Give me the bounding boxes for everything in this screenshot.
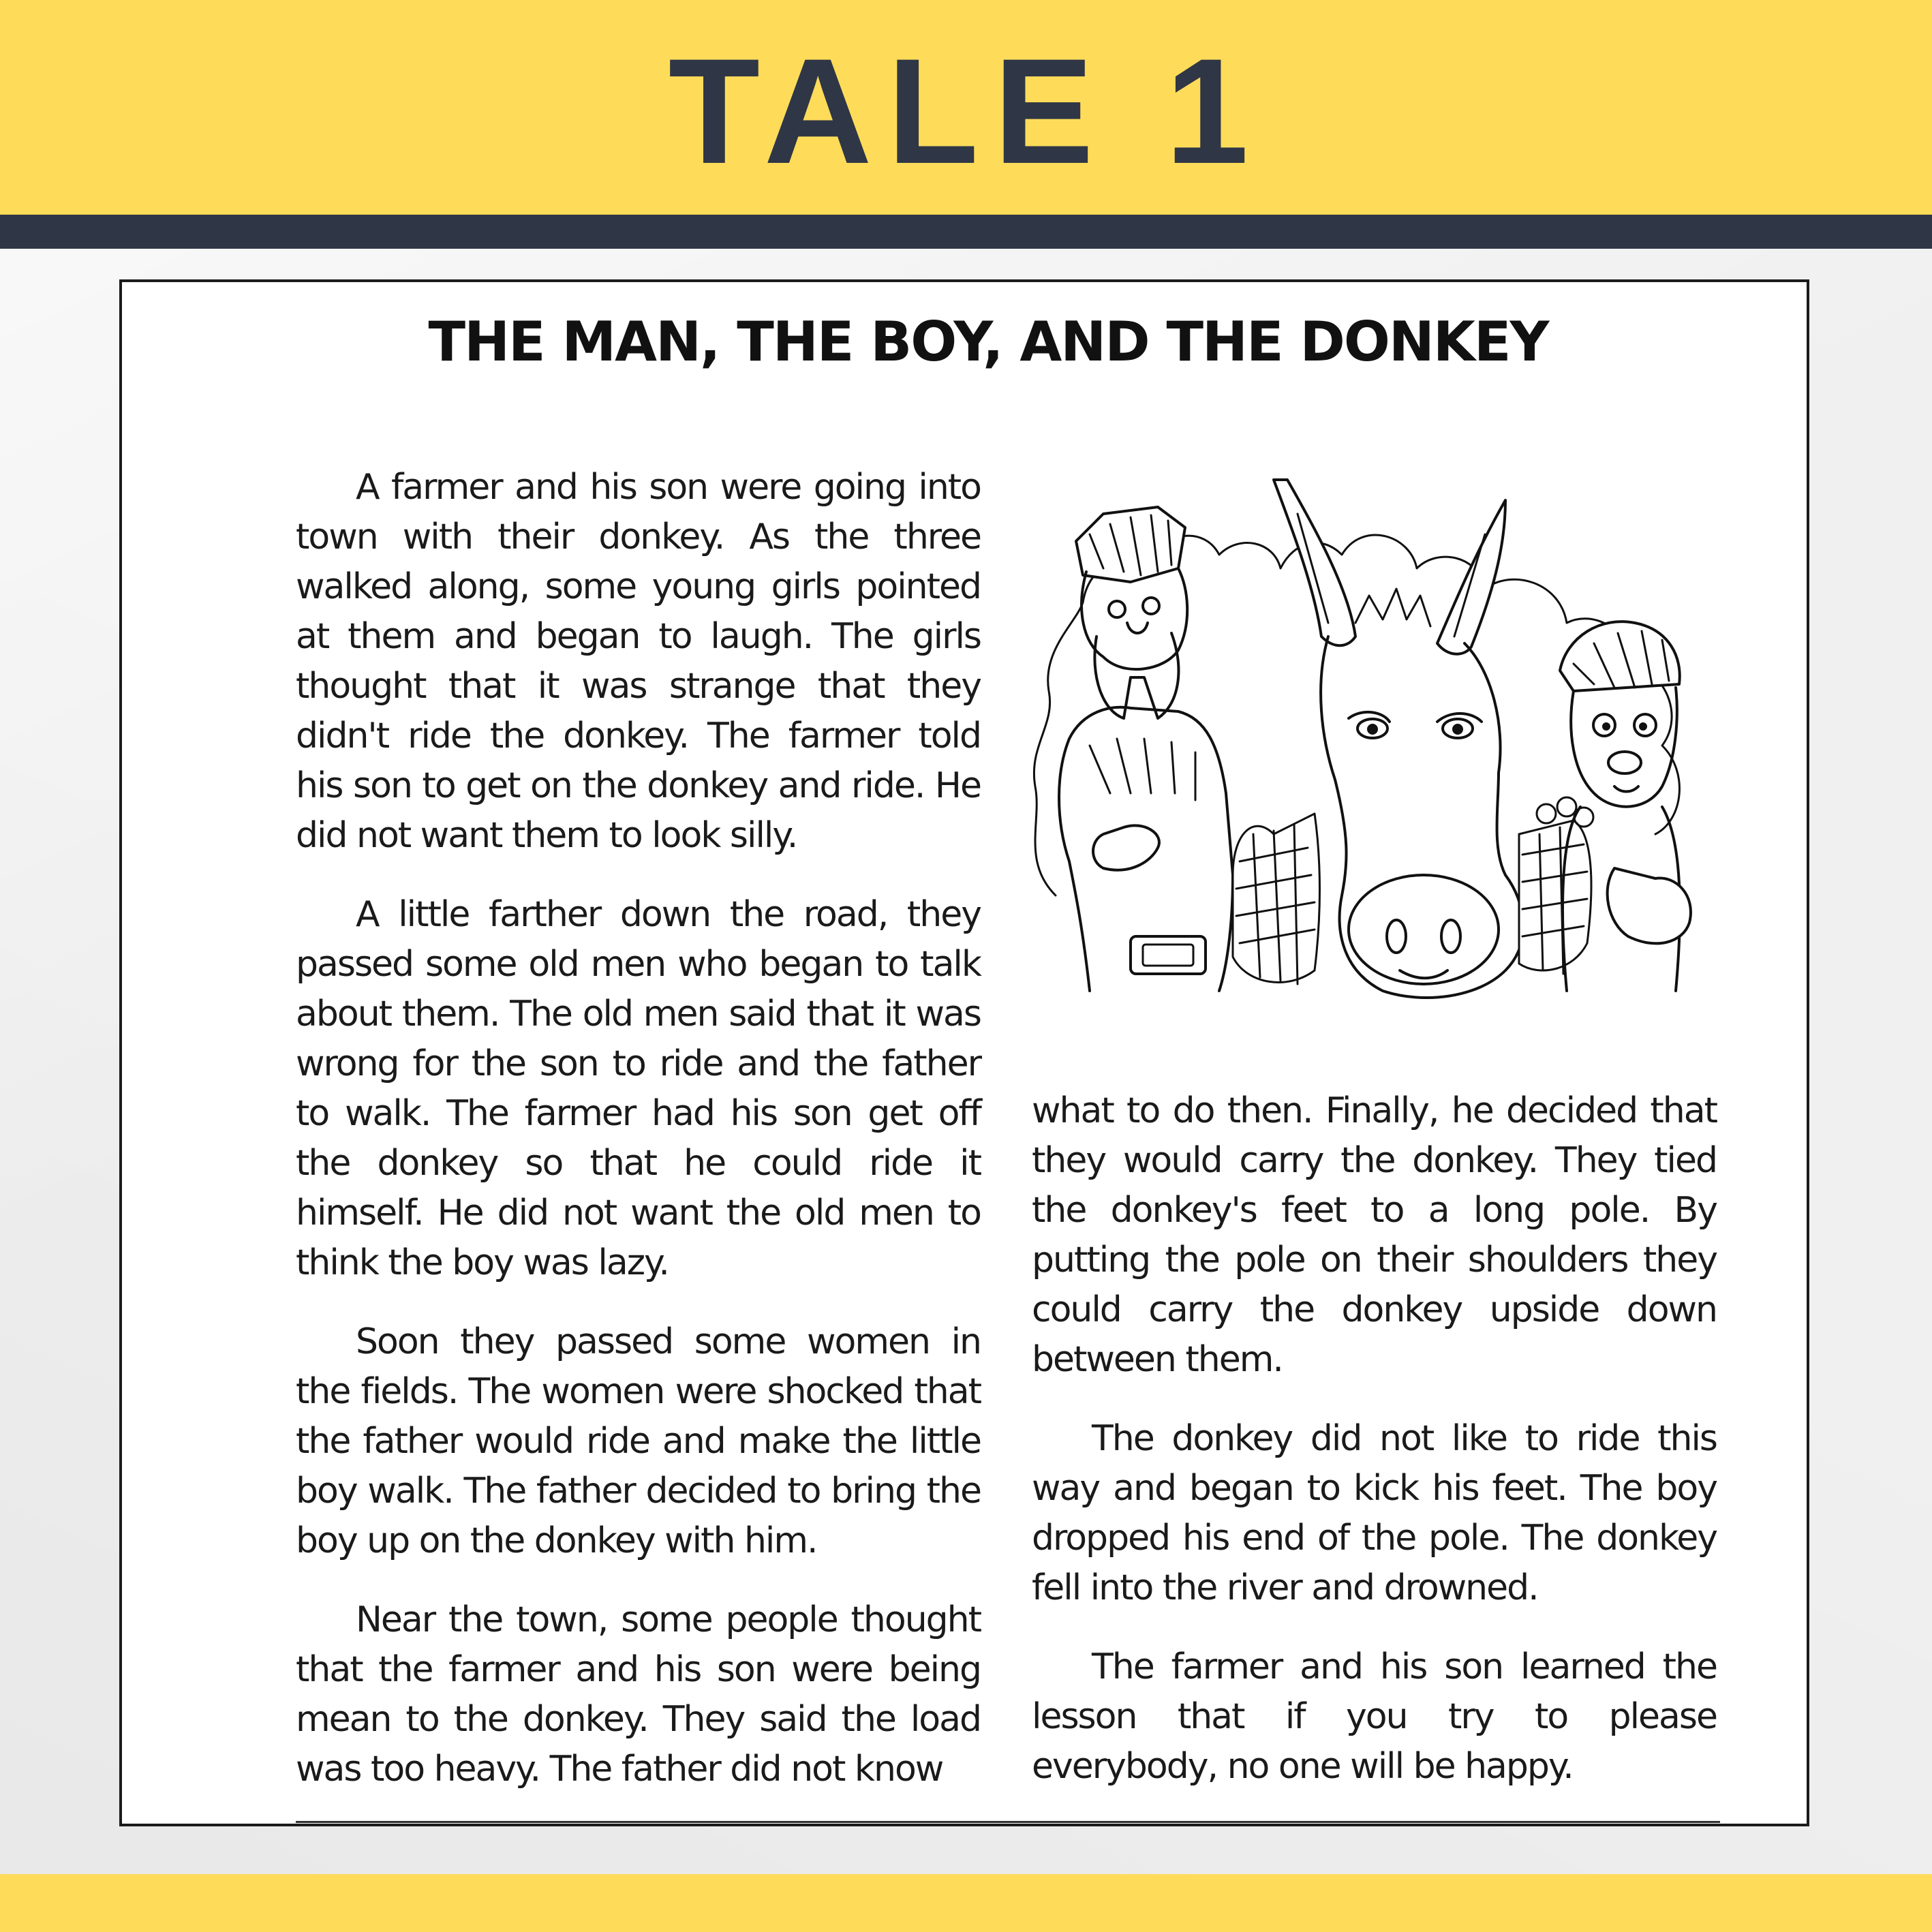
story-column-left xyxy=(296,463,981,1794)
banner-divider xyxy=(0,215,1932,249)
top-banner xyxy=(0,0,1932,215)
farmer-figure xyxy=(1059,507,1233,991)
story-paragraph: Near the town, some people thought that the farmer and his son were being mean to the donkey. They said the load was too heavy. The father did not know xyxy=(296,1599,981,1790)
story-paragraph: A farmer and his son were going into town with their donkey. As the three walked along, some young girls pointed at them and began to laugh. The girls thought that it was strange that they didn't ride the donkey. The farmer told his son to get on the donkey and ride. He did not want them to look silly. xyxy=(296,467,981,856)
story-sheet xyxy=(119,279,1809,1826)
banner-title: TALE 1 xyxy=(668,27,1264,195)
story-paragraph: what to do then. Finally, he decided that they would carry the donkey. They tied the donkey's feet to a long pole. By putting the pole on their shoulders they could carry the donkey upside down between them. xyxy=(1032,1090,1717,1380)
story-column-right xyxy=(1032,1086,1717,1792)
story-paragraph: The donkey did not like to ride this way and began to kick his feet. The boy dropped his end of the pole. The donkey fell into the river and drowned. xyxy=(1032,1418,1717,1608)
bottom-banner xyxy=(0,1874,1932,1932)
story-paragraph: A little farther down the road, they passed some old men who began to talk about them. The old men said that it was wrong for the son to ride and the father to walk. The farmer had his son get off the donkey so that he could ride it himself. He did not want the old men to think the boy was lazy. xyxy=(296,894,981,1283)
story-paragraph: The farmer and his son learned the lesson that if you try to please everybody, no one will be happy. xyxy=(1032,1646,1717,1787)
story-title: THE MAN, THE BOY, AND THE DONKEY xyxy=(428,310,1548,373)
story-paragraph: Soon they passed some women in the fields. The women were shocked that the father would ride and make the little boy walk. The father decided to bring the boy up on the donkey with him. xyxy=(296,1321,981,1561)
bottom-rule xyxy=(296,1821,1720,1823)
donkey-illustration xyxy=(1028,453,1717,1011)
